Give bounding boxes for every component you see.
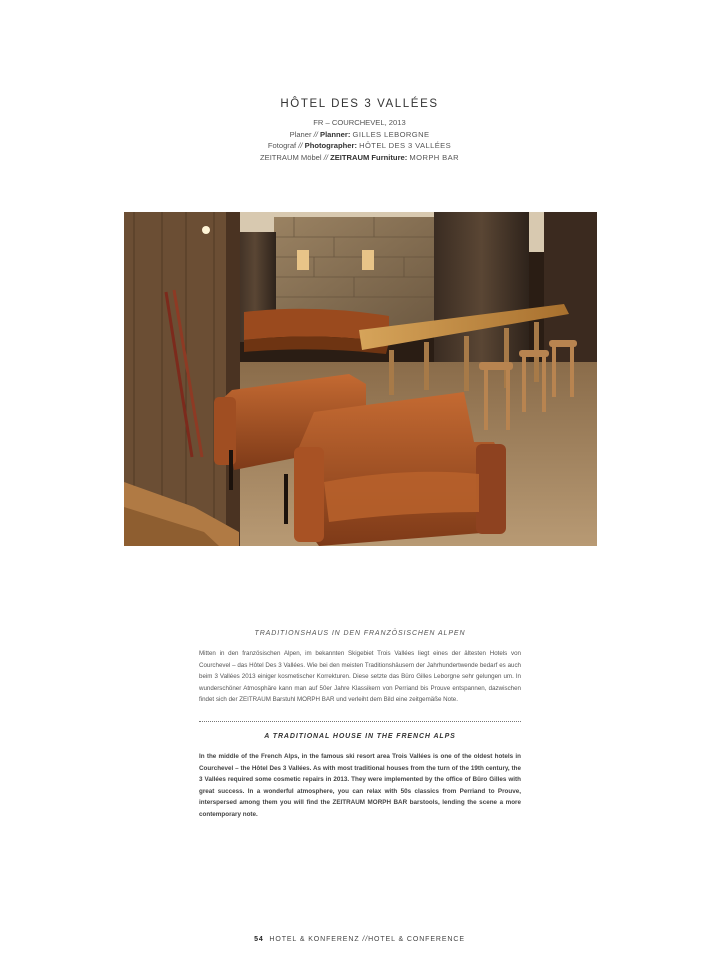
english-body-text: In the middle of the French Alps, in the famous ski resort area Trois Vallées is one of the oldest hotels in Courchevel – the Hôtel Des 3 Vallées. As with most traditional houses from the turn of the 19th century, the 3 Vallées required some cosmetic repairs in 2013. They were implemented by the office of Büro Gilles with great success. In a wonderful atmosphere, you can relax with 50s classics from Perriand to Prouve, interspersed among them you will find the ZEITRAUM MORPH BAR barstools, lending the scene a more contemporary note. <box>199 753 521 818</box>
page-footer: 54 HOTEL & KONFERENZ //HOTEL & CONFERENCE <box>254 936 465 943</box>
project-meta <box>0 117 719 163</box>
page-title: HÔTEL DES 3 VALLÉES <box>280 98 439 110</box>
planner-line: Planer // Planner: GILLES LEBORGNE <box>289 129 430 139</box>
section-divider <box>199 721 521 722</box>
photographer-line: Fotograf // Photographer: HÔTEL DES 3 VALLÉES <box>267 141 452 150</box>
german-body-text: Mitten in den französischen Alpen, im bekannten Skigebiet Trois Vallées liegt eines der ältesten Hotels von Courchevel – das Hôtel Des 3 Vallées. Wie bei den meisten Traditionshäusern der Jahrhundertwende bedarf es auch beim 3 Vallées 2013 einiger kosmetischer Korrekturen. Diese setzte das Büro Gilles Leborgne sehr gelungen um. In wunderschöner Atmosphäre kann man auf 50er Jahre Klassikern von Perriand bis Prouve entspannen, dazwischen findet sich der ZEITRAUM Barstuhl MORPH BAR und verleiht dem Bild eine zeitgemäße Note. <box>199 650 521 703</box>
furniture-line: ZEITRAUM Möbel // ZEITRAUM Furniture: MORPH BAR <box>259 152 459 162</box>
english-heading: A TRADITIONAL HOUSE IN THE FRENCH ALPS <box>264 733 456 740</box>
german-heading: TRADITIONSHAUS IN DEN FRANZÖSISCHEN ALPEN <box>254 630 466 637</box>
hotel-lounge-photo <box>124 212 597 546</box>
location-line: FR – COURCHEVEL, 2013 <box>313 118 406 127</box>
page-number: 54 <box>254 936 264 943</box>
footer-section-de: HOTEL & KONFERENZ <box>269 936 360 943</box>
footer-section-en: HOTEL & CONFERENCE <box>368 936 465 943</box>
article-header <box>0 98 719 163</box>
